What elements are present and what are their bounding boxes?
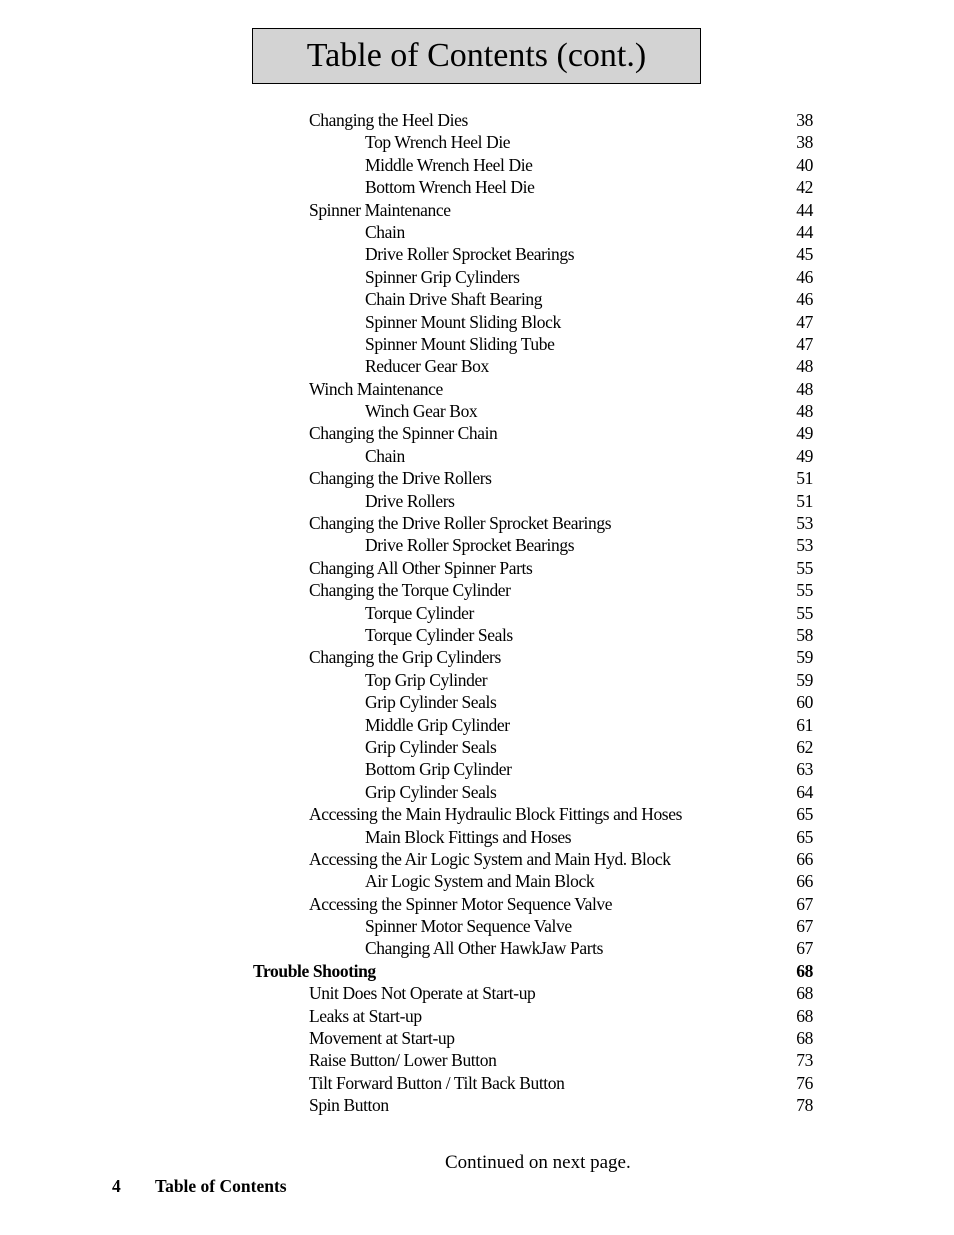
toc-entry — [0, 1094, 954, 1116]
toc-entry-page: 47 — [796, 333, 813, 354]
toc-entry-label: Winch Gear Box — [365, 401, 478, 422]
toc-entry-label: Unit Does Not Operate at Start-up — [309, 983, 536, 1004]
toc-entry-page: 49 — [796, 445, 813, 466]
toc-entry-page: 46 — [796, 266, 813, 287]
toc-entry — [0, 1027, 954, 1049]
toc-entry-page: 76 — [796, 1072, 813, 1093]
toc-entry-label: Changing the Spinner Chain — [309, 423, 498, 444]
toc-entry — [0, 826, 954, 848]
toc-entry-page: 48 — [796, 356, 813, 377]
toc-entry-label: Grip Cylinder Seals — [365, 736, 497, 757]
continued-note: Continued on next page. — [445, 1152, 631, 1173]
toc-entry — [0, 109, 954, 131]
toc-entry-label: Chain — [365, 221, 405, 242]
toc-entry-label: Bottom Grip Cylinder — [365, 759, 512, 780]
toc-entry-page: 46 — [796, 289, 813, 310]
toc-entry-page: 38 — [796, 132, 813, 153]
toc-entry — [0, 736, 954, 758]
toc-entry-page: 60 — [796, 692, 813, 713]
toc-entry — [0, 445, 954, 467]
toc-entry-label: Torque Cylinder Seals — [365, 624, 513, 645]
toc-entry — [0, 1049, 954, 1071]
toc-entry-page: 48 — [796, 378, 813, 399]
toc-entry — [0, 176, 954, 198]
toc-entry-page: 59 — [796, 647, 813, 668]
toc-entry — [0, 960, 954, 982]
toc-entry — [0, 131, 954, 153]
toc-entry — [0, 1072, 954, 1094]
toc-entry-label: Air Logic System and Main Block — [365, 871, 595, 892]
toc-entry — [0, 937, 954, 959]
toc-entry — [0, 691, 954, 713]
toc-entry — [0, 422, 954, 444]
toc-entry — [0, 467, 954, 489]
toc-entry-page: 42 — [796, 177, 813, 198]
toc-entry-label: Bottom Wrench Heel Die — [365, 177, 535, 198]
toc-entry-label: Chain — [365, 445, 405, 466]
toc-entry-label: Reducer Gear Box — [365, 356, 489, 377]
toc-entry — [0, 311, 954, 333]
toc-entry-label: Main Block Fittings and Hoses — [365, 826, 572, 847]
toc-entry-label: Top Wrench Heel Die — [365, 132, 511, 153]
toc-entry-page: 58 — [796, 624, 813, 645]
toc-entry — [0, 803, 954, 825]
toc-entry — [0, 400, 954, 422]
toc-entry-page: 64 — [796, 781, 813, 802]
toc-entry-label: Middle Grip Cylinder — [365, 714, 510, 735]
toc-entry — [0, 199, 954, 221]
toc-entry — [0, 221, 954, 243]
toc-entry-page: 63 — [796, 759, 813, 780]
toc-entry-page: 53 — [796, 513, 813, 534]
toc-entry-label: Accessing the Spinner Motor Sequence Valve — [309, 893, 613, 914]
toc-entry-label: Changing All Other Spinner Parts — [309, 557, 533, 578]
toc-entry-label: Spinner Grip Cylinders — [365, 266, 520, 287]
toc-entry — [0, 579, 954, 601]
toc-entry-page: 38 — [796, 110, 813, 130]
toc-entry — [0, 624, 954, 646]
toc-entry-label: Leaks at Start-up — [309, 1005, 422, 1026]
footer-page-number: 4 — [112, 1176, 121, 1196]
toc-entry — [0, 669, 954, 691]
toc-entry-page: 40 — [796, 154, 813, 175]
toc-entry — [0, 982, 954, 1004]
toc-entry-page: 68 — [796, 1005, 813, 1026]
toc-entry-label: Changing the Torque Cylinder — [309, 580, 511, 601]
toc-entry-label: Changing the Drive Rollers — [309, 468, 492, 489]
toc-entry-label: Drive Rollers — [365, 490, 455, 511]
footer-label: Table of Contents — [155, 1176, 287, 1196]
toc-entry-page: 51 — [796, 490, 813, 511]
toc-entry-page: 68 — [796, 960, 813, 981]
page-title: Table of Contents (cont.) — [306, 37, 647, 74]
toc-entry-page: 67 — [796, 938, 813, 959]
toc-entry-page: 73 — [796, 1050, 813, 1071]
toc-entry-label: Drive Roller Sprocket Bearings — [365, 244, 575, 265]
toc-entry — [0, 534, 954, 556]
toc-entry-page: 67 — [796, 893, 813, 914]
toc-entry-page: 65 — [796, 804, 813, 825]
toc-entry-label: Accessing the Main Hydraulic Block Fittings and Hoses — [309, 804, 682, 825]
toc-entry-label: Changing the Grip Cylinders — [309, 647, 501, 668]
toc-entry — [0, 893, 954, 915]
toc-entry-label: Middle Wrench Heel Die — [365, 154, 533, 175]
toc-entry-label: Top Grip Cylinder — [365, 669, 488, 690]
toc-entry — [0, 758, 954, 780]
toc-entry-page: 66 — [796, 871, 813, 892]
toc-entry-page: 68 — [796, 1028, 813, 1049]
toc-entry-label: Grip Cylinder Seals — [365, 692, 497, 713]
toc-entry-label: Accessing the Air Logic System and Main Hyd. Block — [309, 848, 671, 869]
toc-entry-page: 51 — [796, 468, 813, 489]
toc-entry-page: 61 — [796, 714, 813, 735]
toc-entry-page: 65 — [796, 826, 813, 847]
toc-entry-label: Movement at Start-up — [309, 1028, 455, 1049]
toc-entry-label: Torque Cylinder — [365, 602, 474, 623]
toc-entry-label: Changing the Drive Roller Sprocket Bearings — [309, 513, 612, 534]
toc-entry-page: 48 — [796, 401, 813, 422]
toc-entry-page: 55 — [796, 580, 813, 601]
toc-entry-page: 59 — [796, 669, 813, 690]
toc-entry-page: 55 — [796, 557, 813, 578]
toc-entry — [0, 714, 954, 736]
toc-entry-label: Spinner Mount Sliding Block — [365, 311, 561, 332]
toc-entry-page: 45 — [796, 244, 813, 265]
toc-entry-page: 68 — [796, 983, 813, 1004]
toc-list — [0, 109, 954, 1117]
toc-entry — [0, 490, 954, 512]
toc-entry-page: 44 — [796, 221, 813, 242]
toc-entry — [0, 266, 954, 288]
toc-entry-label: Spinner Maintenance — [309, 199, 451, 220]
toc-entry — [0, 1005, 954, 1027]
toc-entry-page: 62 — [796, 736, 813, 757]
toc-entry — [0, 333, 954, 355]
toc-entry — [0, 288, 954, 310]
toc-entry-page: 53 — [796, 535, 813, 556]
toc-entry — [0, 512, 954, 534]
toc-entry — [0, 243, 954, 265]
toc-entry-page: 47 — [796, 311, 813, 332]
toc-entry-page: 49 — [796, 423, 813, 444]
toc-entry-label: Raise Button/ Lower Button — [309, 1050, 497, 1071]
toc-entry — [0, 915, 954, 937]
toc-entry — [0, 557, 954, 579]
toc-entry-label: Changing the Heel Dies — [309, 110, 468, 130]
toc-entry-page: 66 — [796, 848, 813, 869]
toc-entry-label: Chain Drive Shaft Bearing — [365, 289, 543, 310]
toc-entry — [0, 781, 954, 803]
toc-entry-page: 44 — [796, 199, 813, 220]
toc-entry-label: Changing All Other HawkJaw Parts — [365, 938, 604, 959]
toc-entry — [0, 378, 954, 400]
toc-entry — [0, 154, 954, 176]
toc-entry-label: Spinner Mount Sliding Tube — [365, 333, 555, 354]
toc-entry-label: Spinner Motor Sequence Valve — [365, 916, 572, 937]
toc-entry — [0, 646, 954, 668]
toc-entry-label: Grip Cylinder Seals — [365, 781, 497, 802]
toc-entry-label: Drive Roller Sprocket Bearings — [365, 535, 575, 556]
toc-entry-label: Spin Button — [309, 1095, 389, 1116]
toc-entry — [0, 848, 954, 870]
toc-entry-page: 78 — [796, 1095, 813, 1116]
toc-entry — [0, 355, 954, 377]
toc-entry-label: Tilt Forward Button / Tilt Back Button — [309, 1072, 565, 1093]
toc-entry — [0, 870, 954, 892]
toc-entry — [0, 602, 954, 624]
toc-entry-page: 67 — [796, 916, 813, 937]
title-box — [252, 28, 701, 84]
toc-entry-label: Trouble Shooting — [253, 960, 376, 981]
toc-entry-page: 55 — [796, 602, 813, 623]
toc-entry-label: Winch Maintenance — [309, 378, 443, 399]
